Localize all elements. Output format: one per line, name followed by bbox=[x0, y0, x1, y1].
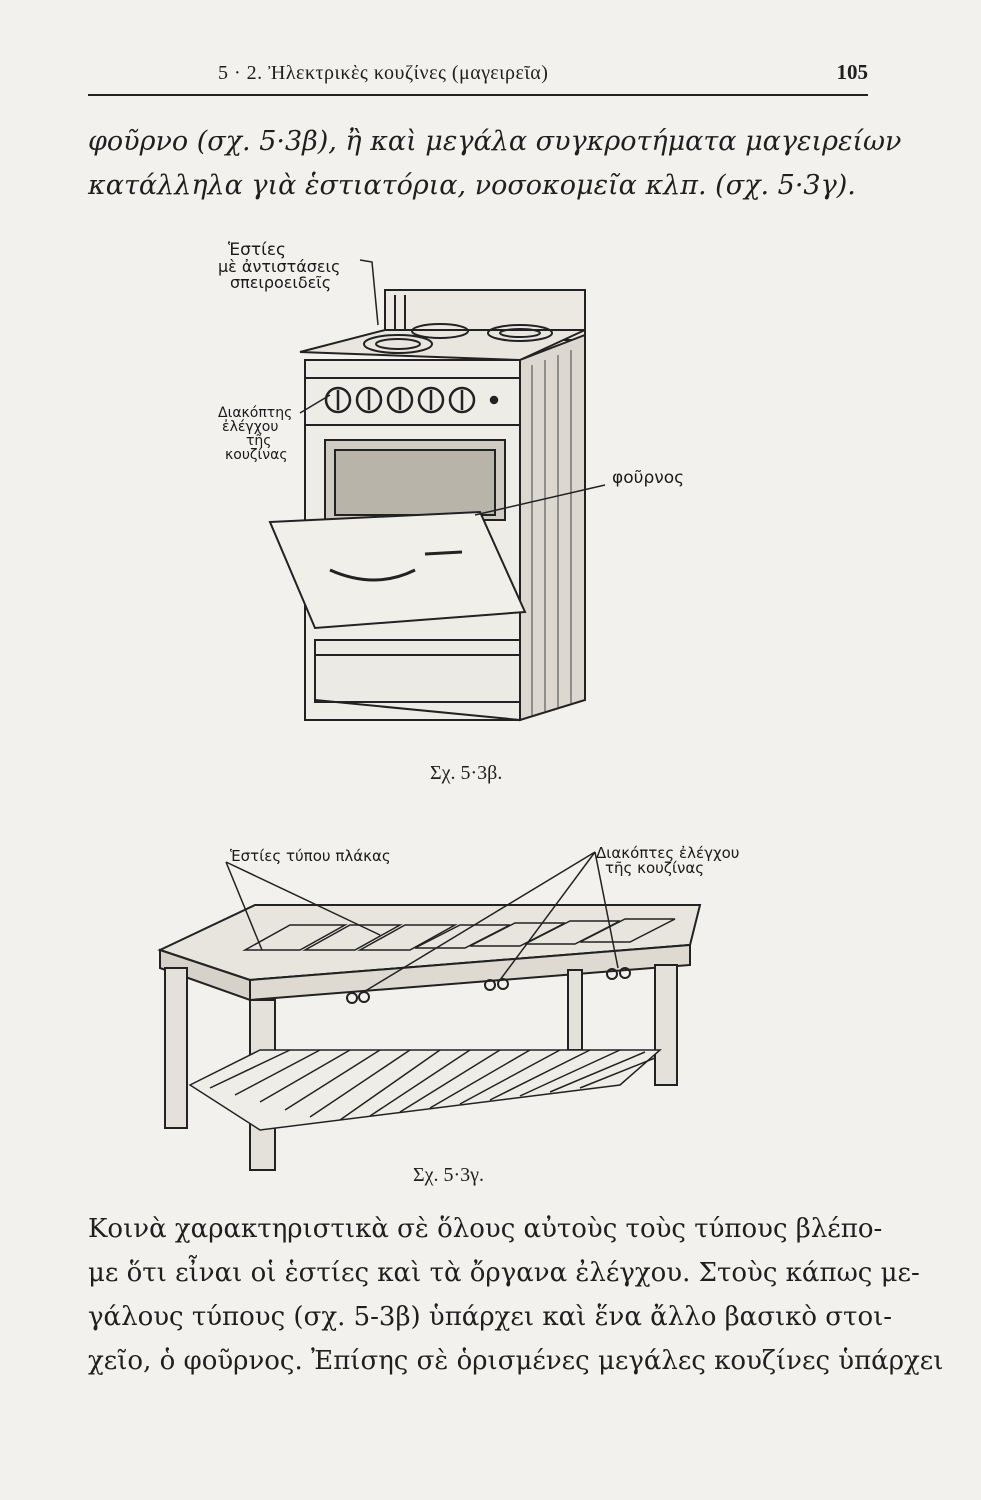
caption-figure-c: Σχ. 5·3γ. bbox=[413, 1164, 485, 1186]
label-range-switches-2: τῆς κουζίνας bbox=[605, 859, 705, 877]
label-oven: φοῦρνος bbox=[612, 468, 685, 488]
label-switches-1: Διακόπτης bbox=[218, 405, 293, 421]
body-line-4: χεῖο, ὁ φοῦρνος. Ἐπίσης σὲ ὁρισμένες μεγάλες κουζίνες ὑπάρχει bbox=[88, 1346, 944, 1376]
body-line-2: με ὅτι εἶναι οἱ ἑστίες καὶ τὰ ὄργανα ἐλέγχου. Στοὺς κάπως με- bbox=[88, 1258, 920, 1288]
label-range-switches-1: Διακόπτες ἐλέγχου bbox=[596, 844, 740, 862]
body-line-3: γάλους τύπους (σχ. 5-3β) ὑπάρχει καὶ ἕνα ἄλλο βασικὸ στοι- bbox=[88, 1302, 893, 1332]
label-hobs-3: σπειροειδεῖς bbox=[230, 273, 332, 292]
oven-door bbox=[270, 512, 525, 628]
label-switches-4: κουζίνας bbox=[225, 447, 288, 463]
intro-line-1: φοῦρνο (σχ. 5·3β), ἢ καὶ μεγάλα συγκροτήματα μαγειρείων bbox=[88, 126, 902, 157]
running-title: 5 · 2. Ἠλεκτρικὲς κουζίνες (μαγειρεῖα) bbox=[218, 62, 549, 84]
oven-cavity bbox=[325, 440, 505, 520]
body-paragraph bbox=[88, 1207, 944, 1383]
label-plates: Ἑστίες τύπου πλάκας bbox=[230, 847, 391, 865]
label-switches-2: ἐλέγχου bbox=[222, 419, 279, 435]
label-hobs-2: μὲ ἀντιστάσεις bbox=[218, 257, 341, 276]
caption-figure-b: Σχ. 5·3β. bbox=[430, 762, 503, 784]
intro-line-2: κατάλληλα γιὰ ἑστιατόρια, νοσοκομεῖα κλπ. (σχ. 5·3γ). bbox=[88, 170, 856, 201]
page-number: 105 bbox=[836, 60, 868, 84]
label-hobs-1: Ἑστίες bbox=[228, 240, 287, 260]
body-line-1: Κοινὰ χαρακτηριστικὰ σὲ ὅλους αὐτοὺς τοὺς τύπους βλέπο- bbox=[88, 1214, 883, 1244]
range-shelf bbox=[190, 1050, 660, 1130]
label-switches-3: τῆς bbox=[246, 433, 272, 449]
